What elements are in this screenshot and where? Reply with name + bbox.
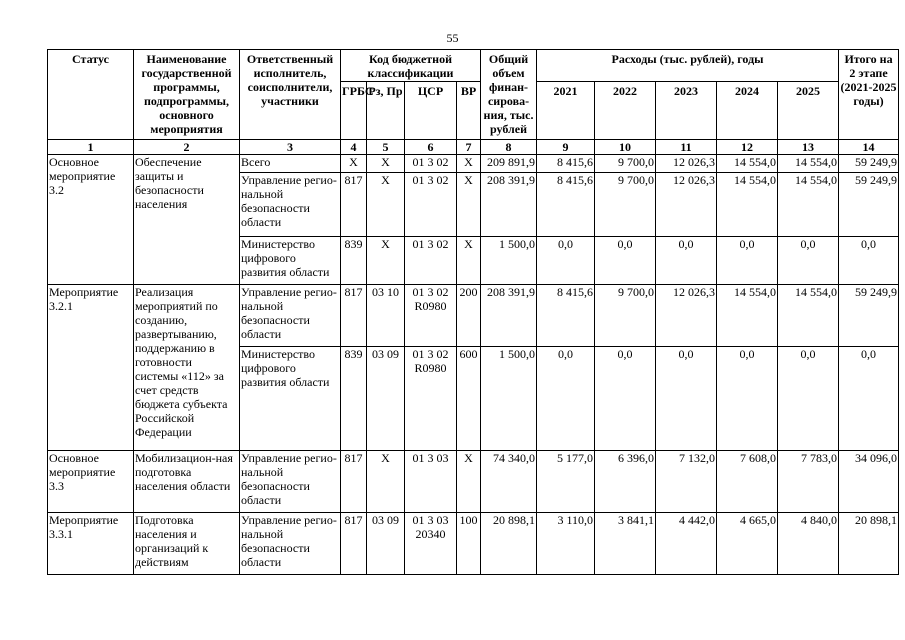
header-grbs: ГРБС — [341, 82, 367, 140]
row-status: Основное мероприятие 3.3 — [48, 451, 134, 513]
cell-2021: 8 415,6 — [537, 173, 595, 237]
cell-2021: 0,0 — [537, 347, 595, 451]
column-number: 3 — [240, 140, 341, 155]
header-csr: ЦСР — [405, 82, 457, 140]
column-number: 9 — [537, 140, 595, 155]
cell-2023: 12 026,3 — [656, 173, 717, 237]
cell-vr: 600 — [457, 347, 481, 451]
header-year-2024: 2024 — [717, 82, 778, 140]
column-number: 4 — [341, 140, 367, 155]
cell-stage-total: 59 249,9 — [839, 285, 899, 347]
table-row — [48, 155, 899, 173]
cell-rzpr: Х — [367, 237, 405, 285]
column-number: 14 — [839, 140, 899, 155]
cell-rzpr: 03 09 — [367, 347, 405, 451]
cell-total: 1 500,0 — [481, 347, 537, 451]
header-name: Наименование государственной программы, подпрограммы, основного мероприятия — [134, 50, 240, 140]
cell-stage-total: 20 898,1 — [839, 513, 899, 575]
cell-stage-total: 59 249,9 — [839, 173, 899, 237]
cell-rzpr: Х — [367, 451, 405, 513]
row-name: Подготовка населения и организаций к действиям — [134, 513, 240, 575]
cell-2024: 14 554,0 — [717, 173, 778, 237]
row-executor: Управление региональной безопасности области — [240, 451, 341, 513]
cell-2022: 9 700,0 — [595, 173, 656, 237]
cell-2025: 14 554,0 — [778, 285, 839, 347]
cell-total: 74 340,0 — [481, 451, 537, 513]
cell-2022: 3 841,1 — [595, 513, 656, 575]
cell-2025: 7 783,0 — [778, 451, 839, 513]
cell-2022: 6 396,0 — [595, 451, 656, 513]
row-status: Основное мероприятие 3.2 — [48, 155, 134, 285]
cell-csr: 01 3 03 — [405, 451, 457, 513]
cell-2024: 0,0 — [717, 347, 778, 451]
cell-2024: 0,0 — [717, 237, 778, 285]
cell-grbs: Х — [341, 155, 367, 173]
cell-2025: 0,0 — [778, 237, 839, 285]
cell-csr: 01 3 02 — [405, 173, 457, 237]
cell-grbs: 817 — [341, 173, 367, 237]
row-status: Мероприятие 3.2.1 — [48, 285, 134, 451]
cell-2023: 4 442,0 — [656, 513, 717, 575]
row-executor: Всего — [240, 155, 341, 173]
column-number: 10 — [595, 140, 656, 155]
budget-table — [47, 49, 899, 575]
cell-2024: 4 665,0 — [717, 513, 778, 575]
cell-2023: 12 026,3 — [656, 285, 717, 347]
cell-stage-total: 34 096,0 — [839, 451, 899, 513]
cell-2023: 0,0 — [656, 237, 717, 285]
column-number: 8 — [481, 140, 537, 155]
cell-grbs: 817 — [341, 285, 367, 347]
row-executor: Управление региональной безопасности области — [240, 173, 341, 237]
cell-rzpr: 03 09 — [367, 513, 405, 575]
cell-2025: 14 554,0 — [778, 173, 839, 237]
cell-2023: 12 026,3 — [656, 155, 717, 173]
cell-2022: 9 700,0 — [595, 285, 656, 347]
row-executor: Министерство цифрового развития области — [240, 237, 341, 285]
cell-grbs: 839 — [341, 237, 367, 285]
column-number: 13 — [778, 140, 839, 155]
cell-vr: Х — [457, 237, 481, 285]
row-executor: Министерство цифрового развития области — [240, 347, 341, 451]
cell-csr: 01 3 02 R0980 — [405, 347, 457, 451]
column-number: 11 — [656, 140, 717, 155]
table-row — [48, 513, 899, 575]
cell-total: 20 898,1 — [481, 513, 537, 575]
cell-csr: 01 3 02 — [405, 237, 457, 285]
cell-2022: 0,0 — [595, 347, 656, 451]
header-expenses: Расходы (тыс. рублей), годы — [537, 50, 839, 82]
cell-2025: 0,0 — [778, 347, 839, 451]
row-executor: Управление региональной безопасности области — [240, 285, 341, 347]
column-number-row — [48, 140, 899, 155]
row-name: Обеспечение защиты и безопасности населения — [134, 155, 240, 285]
cell-csr: 01 3 03 20340 — [405, 513, 457, 575]
header-year-2025: 2025 — [778, 82, 839, 140]
table-row — [48, 451, 899, 513]
cell-vr: Х — [457, 155, 481, 173]
column-number: 7 — [457, 140, 481, 155]
cell-stage-total: 0,0 — [839, 347, 899, 451]
cell-2025: 14 554,0 — [778, 155, 839, 173]
row-name: Реализация мероприятий по созданию, развертыванию, поддержанию в готовности системы «112» за счет средств бюджета субъекта Российской Федерации — [134, 285, 240, 451]
header-rzpr: Рз, Пр — [367, 82, 405, 140]
cell-2024: 14 554,0 — [717, 155, 778, 173]
cell-2025: 4 840,0 — [778, 513, 839, 575]
header-year-2022: 2022 — [595, 82, 656, 140]
cell-vr: 200 — [457, 285, 481, 347]
cell-2021: 8 415,6 — [537, 155, 595, 173]
cell-csr: 01 3 02 R0980 — [405, 285, 457, 347]
cell-2021: 0,0 — [537, 237, 595, 285]
cell-grbs: 817 — [341, 451, 367, 513]
row-name: Мобилизацион-ная подготовка населения области — [134, 451, 240, 513]
cell-total: 209 891,9 — [481, 155, 537, 173]
column-number: 12 — [717, 140, 778, 155]
header-total-volume: Общий объем финан-сирова-ния, тыс. рублей — [481, 50, 537, 140]
header-year-2021: 2021 — [537, 82, 595, 140]
cell-csr: 01 3 02 — [405, 155, 457, 173]
cell-total: 208 391,9 — [481, 173, 537, 237]
header-budget-code: Код бюджетной классификации — [341, 50, 481, 82]
cell-rzpr: 03 10 — [367, 285, 405, 347]
cell-2024: 14 554,0 — [717, 285, 778, 347]
cell-vr: 100 — [457, 513, 481, 575]
page-number: 55 — [446, 31, 459, 45]
column-number: 5 — [367, 140, 405, 155]
cell-2023: 0,0 — [656, 347, 717, 451]
cell-2021: 5 177,0 — [537, 451, 595, 513]
table-row — [48, 285, 899, 347]
cell-vr: Х — [457, 173, 481, 237]
cell-grbs: 839 — [341, 347, 367, 451]
row-executor: Управление региональной безопасности области — [240, 513, 341, 575]
cell-2021: 8 415,6 — [537, 285, 595, 347]
cell-2021: 3 110,0 — [537, 513, 595, 575]
cell-2022: 0,0 — [595, 237, 656, 285]
header-vr: ВР — [457, 82, 481, 140]
cell-2022: 9 700,0 — [595, 155, 656, 173]
cell-2023: 7 132,0 — [656, 451, 717, 513]
header-year-2023: 2023 — [656, 82, 717, 140]
row-status: Мероприятие 3.3.1 — [48, 513, 134, 575]
cell-rzpr: Х — [367, 173, 405, 237]
column-number: 1 — [48, 140, 134, 155]
cell-total: 208 391,9 — [481, 285, 537, 347]
cell-2024: 7 608,0 — [717, 451, 778, 513]
cell-rzpr: Х — [367, 155, 405, 173]
cell-grbs: 817 — [341, 513, 367, 575]
header-executor: Ответственный исполнитель, соисполнители, участники — [240, 50, 341, 140]
cell-stage-total: 0,0 — [839, 237, 899, 285]
column-number: 6 — [405, 140, 457, 155]
column-number: 2 — [134, 140, 240, 155]
cell-vr: Х — [457, 451, 481, 513]
cell-total: 1 500,0 — [481, 237, 537, 285]
header-status: Статус — [48, 50, 134, 140]
cell-stage-total: 59 249,9 — [839, 155, 899, 173]
header-stage-total: Итого на 2 этапе (2021-2025 годы) — [839, 50, 899, 140]
